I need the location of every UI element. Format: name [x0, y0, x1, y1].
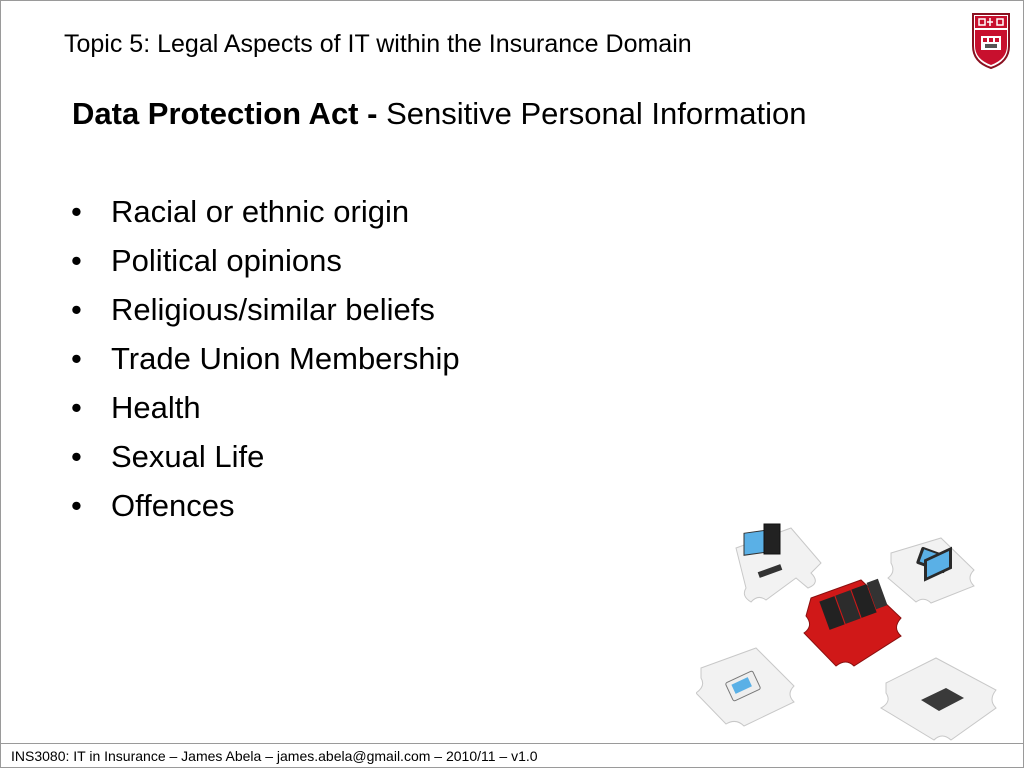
bullet-text: Sexual Life: [111, 439, 265, 474]
bullet-text: Political opinions: [111, 243, 342, 278]
bullet-item: [71, 387, 460, 436]
bullet-item: [71, 485, 460, 534]
bullet-item: [71, 240, 460, 289]
bullet-glyph: •: [71, 390, 82, 425]
slide-heading: [72, 95, 807, 133]
bullet-item: [71, 436, 460, 485]
puzzle-piece-center-red: [804, 579, 901, 666]
bullet-glyph: •: [71, 292, 82, 327]
puzzle-piece-bottom-left: [696, 648, 794, 726]
bullet-item: [71, 289, 460, 338]
bullet-glyph: •: [71, 341, 82, 376]
topic-title: Topic 5: Legal Aspects of IT within the Insurance Domain: [64, 30, 692, 58]
bullet-glyph: •: [71, 488, 82, 523]
footer-bar: [1, 743, 1023, 768]
bullet-text: Trade Union Membership: [111, 341, 460, 376]
bullet-glyph: •: [71, 439, 82, 474]
footer-text: INS3080: IT in Insurance – James Abela – james.abela@gmail.com – 2010/11 – v1.0: [11, 748, 538, 764]
puzzle-piece-top-left: [736, 524, 821, 602]
bullet-text: Health: [111, 390, 201, 425]
network-puzzle-illustration: [696, 518, 1006, 748]
bullet-text: Religious/similar beliefs: [111, 292, 435, 327]
bullet-glyph: •: [71, 243, 82, 278]
university-crest-icon: [971, 12, 1011, 70]
bullet-text: Offences: [111, 488, 235, 523]
heading-rest: Sensitive Personal Information: [377, 96, 807, 131]
bullet-item: [71, 191, 460, 240]
heading-bold: Data Protection Act -: [72, 96, 378, 131]
bullet-text: Racial or ethnic origin: [111, 194, 410, 229]
bullet-glyph: •: [71, 194, 82, 229]
bullet-item: [71, 338, 460, 387]
bullet-list: [71, 191, 460, 534]
